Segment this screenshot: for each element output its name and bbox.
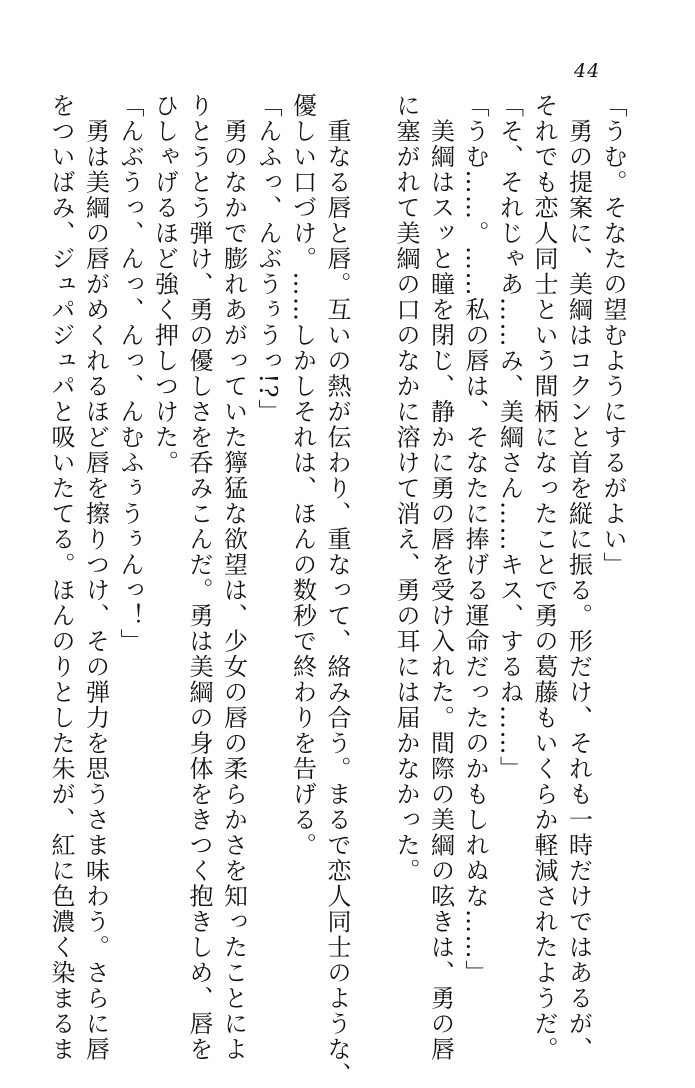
text-line: 勇のなかで膨れあがっていた獰猛な欲望は、少女の唇の柔らかさを知ったことによ <box>219 93 248 1062</box>
text-line: 「そ、それじゃあ……み、美綱さん……キス、するね……」 <box>495 93 524 782</box>
blank-line <box>354 93 389 993</box>
text-line: りとうとう弾け、勇の優しさを呑みこんだ。勇は美綱の身体をきつく抱きしめ、唇を <box>185 93 213 1062</box>
text-line: それでも恋人同士という間柄になったことで勇の葛藤もいくらか軽減されたようだ。 <box>530 93 558 1062</box>
text-line: 「んぶうっ、んっ、んっ、んむふぅうぅんっ！」 <box>116 93 144 654</box>
text-line: 重なる唇と唇。互いの熱が伝わり、重なって、絡み合う。まるで恋人同士のような、 <box>323 93 351 1088</box>
vertical-body-text <box>47 93 630 1088</box>
text-line: 「うむ……。……私の唇は、そなたに捧げる運命だったのかもしれぬな……」 <box>461 93 489 986</box>
text-line: 勇の提案に、美綱はコクンと首を縦に振る。形だけ、それも一時だけではあるが、 <box>564 93 593 1062</box>
text-line: をついばみ、ジュパジュパと吸いたてる。ほんのりとした朱が、紅に色濃く染まるま <box>47 93 75 1062</box>
text-line: 「うむ。そなたの望むようにするがよい」 <box>599 93 627 578</box>
text-line: 優しい口づけ。……しかしそれは、ほんの数秒で終わりを告げる。 <box>288 93 317 858</box>
page-number: 44 <box>574 60 601 82</box>
text-line: 勇は美綱の唇がめくれるほど唇を擦りつけ、その弾力を思うさま味わう。さらに唇 <box>81 93 110 1062</box>
text-line: 美綱はスッと瞳を閉じ、静かに勇の唇を受け入れた。間際の美綱の呟きは、勇の唇 <box>426 93 455 1062</box>
text-line: ひしゃげるほど強く押しつけた。 <box>150 93 179 476</box>
text-line: に塞がれて美綱の口のなかに溶けて消え、勇の耳には届かなかった。 <box>392 93 420 884</box>
text-line: 「んふっ、んぶうぅうっ!?」 <box>254 93 282 425</box>
